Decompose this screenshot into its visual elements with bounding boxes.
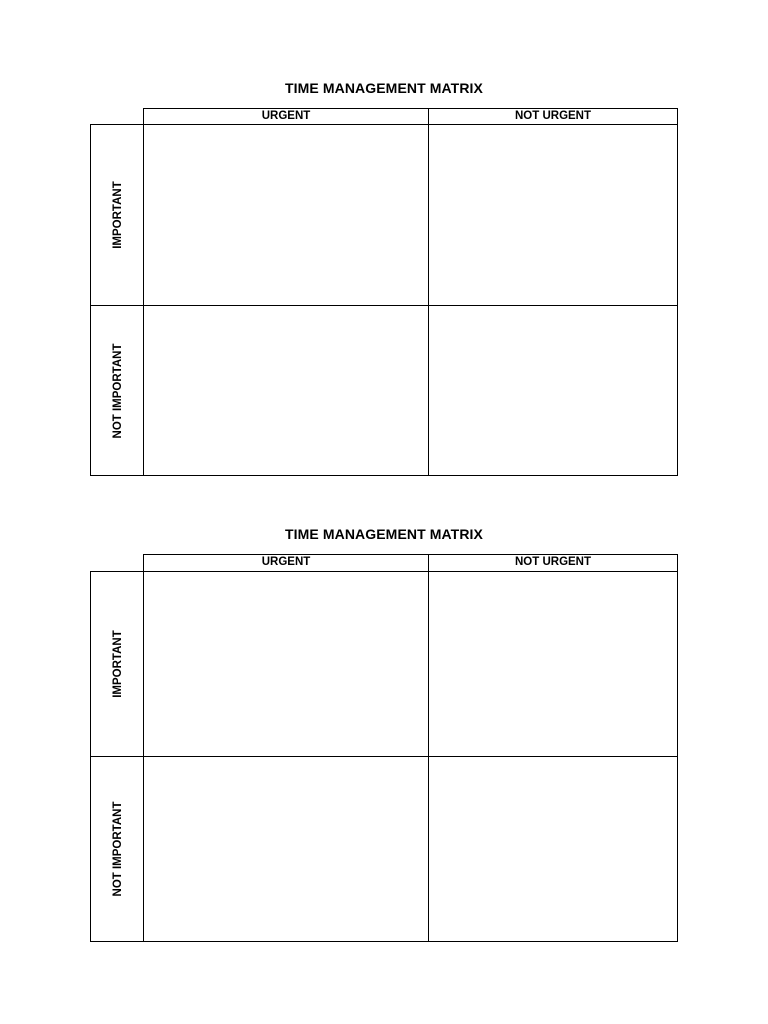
col-header-not-urgent: NOT URGENT bbox=[428, 108, 678, 125]
cell-not-important-urgent[interactable] bbox=[143, 305, 429, 476]
col-header-urgent: URGENT bbox=[143, 108, 429, 125]
row-label-not-important: NOT IMPORTANT bbox=[111, 801, 124, 897]
row-label-important: IMPORTANT bbox=[111, 181, 124, 249]
cell-not-important-not-urgent[interactable] bbox=[428, 305, 678, 476]
row-header-not-important bbox=[90, 305, 144, 476]
row-header-important bbox=[90, 124, 144, 306]
matrix-title: TIME MANAGEMENT MATRIX bbox=[285, 526, 483, 542]
row-label-important: IMPORTANT bbox=[111, 630, 124, 698]
matrix-title: TIME MANAGEMENT MATRIX bbox=[285, 80, 483, 96]
cell-important-not-urgent[interactable] bbox=[428, 571, 678, 757]
cell-important-urgent[interactable] bbox=[143, 124, 429, 306]
row-header-important bbox=[90, 571, 144, 757]
col-header-urgent: URGENT bbox=[143, 554, 429, 572]
row-label-not-important: NOT IMPORTANT bbox=[111, 343, 124, 438]
cell-not-important-not-urgent[interactable] bbox=[428, 756, 678, 942]
cell-important-not-urgent[interactable] bbox=[428, 124, 678, 306]
cell-important-urgent[interactable] bbox=[143, 571, 429, 757]
cell-not-important-urgent[interactable] bbox=[143, 756, 429, 942]
row-header-not-important bbox=[90, 756, 144, 942]
col-header-not-urgent: NOT URGENT bbox=[428, 554, 678, 572]
